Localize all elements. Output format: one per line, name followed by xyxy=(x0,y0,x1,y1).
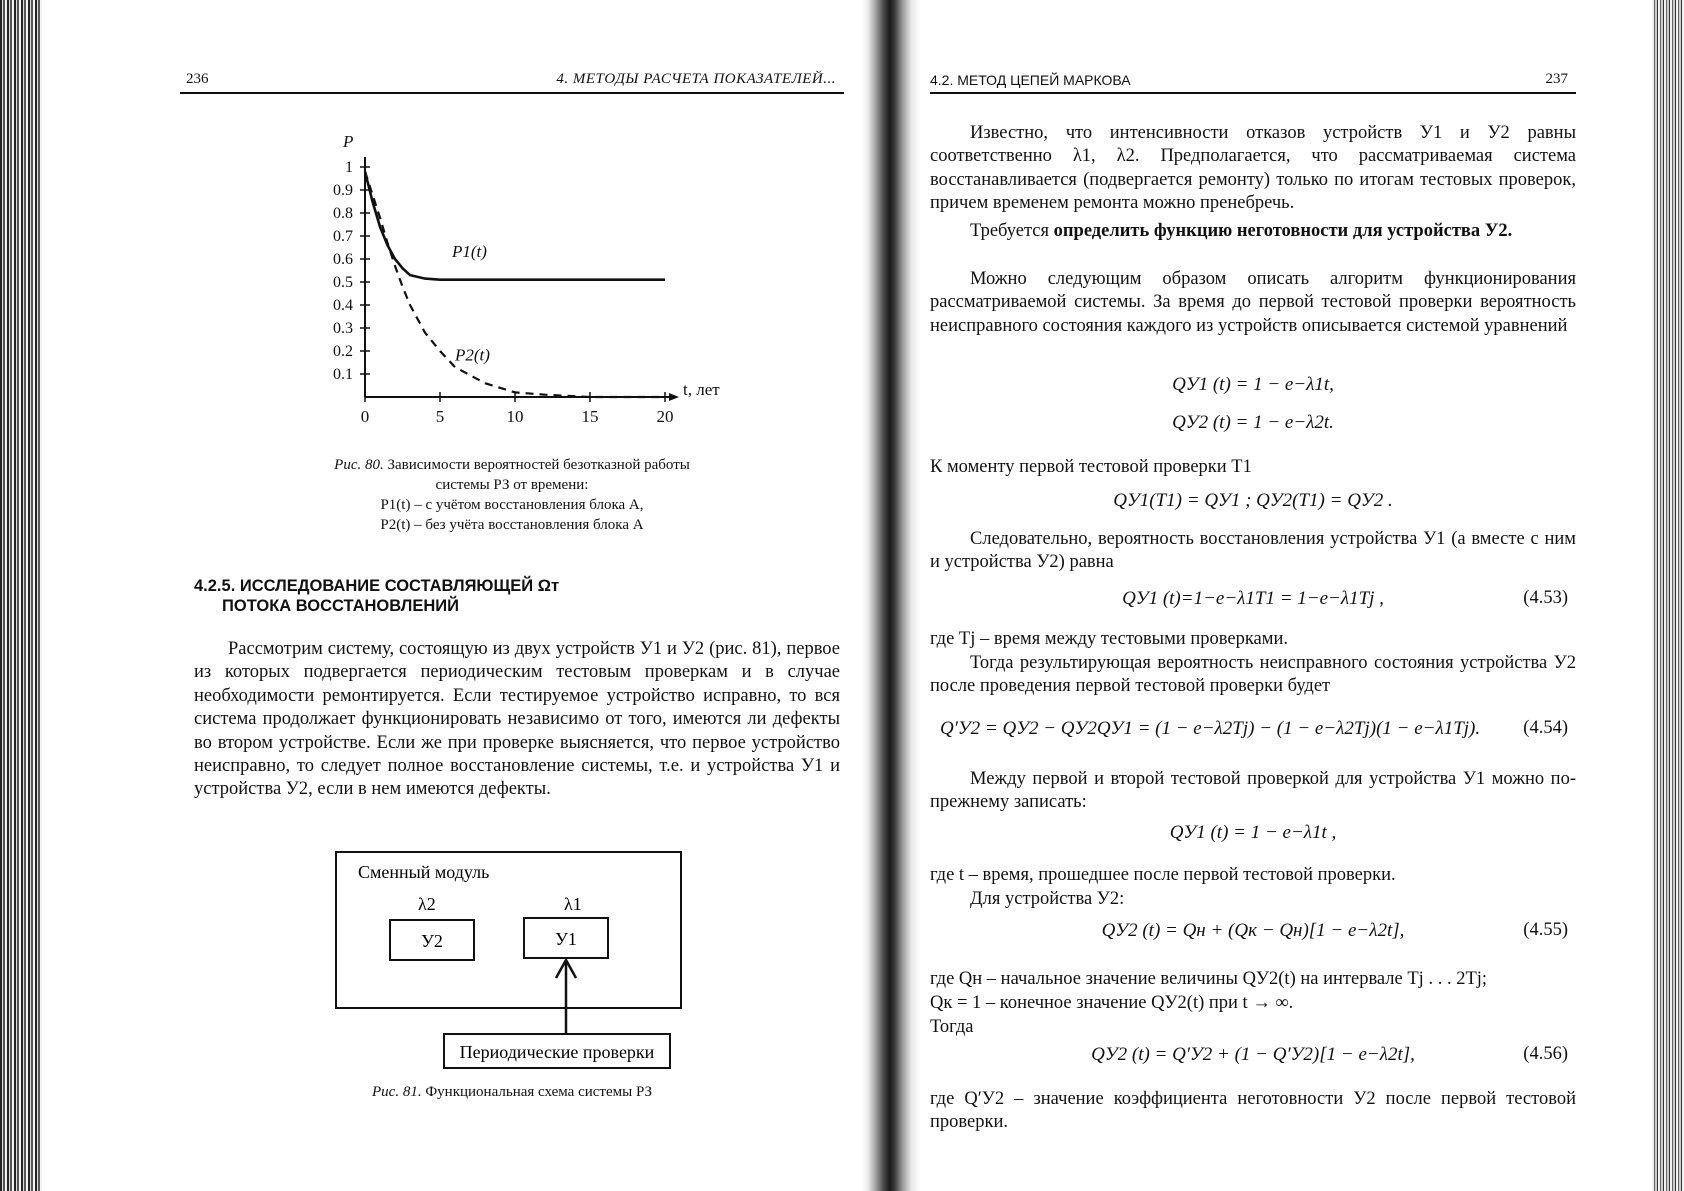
y-tick-label: 0.9 xyxy=(333,182,353,199)
periodic-checks-label: Периодические проверки xyxy=(459,1042,655,1062)
y-tick-label: 0.4 xyxy=(333,297,353,314)
series-line-2 xyxy=(365,172,665,397)
right-running-head xyxy=(930,70,1576,94)
right-page-number: 237 xyxy=(1545,71,1568,87)
equation-453-number: (4.53) xyxy=(1523,588,1568,608)
left-page-number: 236 xyxy=(186,71,209,87)
paragraph-between-checks: Между первой и второй тестовой проверкой для устройства У1 можно по-прежнему записать: xyxy=(930,769,1576,813)
equation-between: QУ1 (t) = 1 − e−λ1t , xyxy=(1169,822,1337,843)
book-spine xyxy=(862,0,920,1191)
equation-system-1: QУ1 (t) = 1 − e−λ1t, xyxy=(1172,374,1334,395)
scan-edge-left xyxy=(0,0,42,1191)
x-tick-label: 20 xyxy=(656,407,674,426)
figure-80-caption-line4: P2(t) – без учёта восстановления блока А xyxy=(380,517,644,533)
paragraph-intensities: Известно, что интенсивности отказов устройств У1 и У2 равны соответственно λ1, λ2. Предполагается, что рассматриваемая система восстанавливается (подвергается ремонту) только по итогам тестовых проверок, причем временем ремонта можно пренебречь. xyxy=(930,123,1576,214)
x-tick-label: 10 xyxy=(506,407,524,426)
figure-80-caption-prefix: Рис. 80. xyxy=(334,457,384,473)
equation-456-number: (4.56) xyxy=(1523,1044,1568,1064)
y-tick-label: 0.3 xyxy=(333,320,353,337)
y-tick-label: 0.2 xyxy=(333,343,353,360)
figure-80-caption-line2: системы РЗ от времени: xyxy=(435,477,589,493)
y-tick-label: 0.7 xyxy=(333,228,353,245)
right-page xyxy=(930,0,1576,1191)
left-running-title: 4. МЕТОДЫ РАСЧЕТА ПОКАЗАТЕЛЕЙ... xyxy=(556,71,836,87)
equation-453 xyxy=(930,588,1576,610)
paragraph-qn-line1: где Qн – начальное значение величины QУ2(t) на интервале Tj . . . 2Tj; xyxy=(930,969,1488,989)
x-tick-label: 15 xyxy=(581,407,599,426)
paragraph-algorithm: Можно следующим образом описать алгоритм функционирования рассматриваемой системы. За время до первой тестовой проверки вероятность неисправного состояния каждого из устройств описывается системой уравнений xyxy=(930,269,1576,336)
figure-80-chart xyxy=(310,122,750,442)
equation-454-number: (4.54) xyxy=(1523,718,1568,738)
equation-453-text: QУ1 (t)=1−e−λ1T1 = 1−e−λ1Tj , xyxy=(1122,588,1384,609)
paragraph-tj: где Tj – время между тестовыми проверками. xyxy=(930,629,1288,649)
x-tick-label: 0 xyxy=(360,407,370,426)
paragraph-restoration: Следовательно, вероятность восстановления устройства У1 (а вместе с ним и устройства У2) равна xyxy=(930,529,1576,573)
paragraph-first-check: К моменту первой тестовой проверки T1 xyxy=(930,457,1252,477)
paragraph-qn-line2: Qк = 1 – конечное значение QУ2(t) при t → ∞. xyxy=(930,993,1294,1013)
figure-80-caption xyxy=(180,455,844,535)
equation-456 xyxy=(930,1044,1576,1066)
figure-81-caption xyxy=(180,1084,844,1101)
task-prefix: Требуется xyxy=(970,221,1054,241)
paragraph-then: Тогда xyxy=(930,1017,974,1037)
left-page xyxy=(180,0,844,1191)
paragraph-resulting: Тогда результирующая вероятность неисправного состояния устройства У2 после проведения первой тестовой проверки будет xyxy=(930,653,1576,697)
y-tick-label: 0.5 xyxy=(333,274,353,291)
equation-455-text: QУ2 (t) = Qн + (Qк − Qн)[1 − e−λ2t], xyxy=(1101,920,1405,941)
left-body-paragraph: Рассмотрим систему, состоящую из двух устройств У1 и У2 (рис. 81), первое из которых подвергается периодическим тестовым проверкам и в случае необходимости ремонтируется. Если тестируемое устройство исправно, то вся система продолжает функционировать независимо от того, имеются ли дефекты во втором устройстве. Если же при проверке выясняется, что первое устройство неисправно, то следует полное восстановление системы, т.е. и устройства У1 и устройства У2, если в нем имеются дефекты. xyxy=(194,639,840,800)
y-tick-label: 1 xyxy=(345,159,353,176)
equation-454-text: Q′У2 = QУ2 − QУ2QУ1 = (1 − e−λ2Tj) − (1 − e−λ2Tj)(1 − e−λ1Tj). xyxy=(940,718,1481,739)
figure-81-diagram xyxy=(326,846,706,1076)
series-line-1 xyxy=(365,172,665,280)
equation-system-2: QУ2 (t) = 1 − e−λ2t. xyxy=(1172,412,1334,433)
paragraph-coefficient: где Q′У2 – значение коэффициента неготовности У2 после первой тестовой проверки. xyxy=(930,1089,1576,1133)
x-axis-arrow xyxy=(669,393,679,401)
lambda2-label: λ2 xyxy=(418,894,436,914)
paragraph-time-after: где t – время, прошедшее после первой тестовой проверки. xyxy=(930,865,1396,885)
x-axis-label: t, лет xyxy=(683,380,720,399)
figure-81-caption-text: Функциональная схема системы РЗ xyxy=(425,1084,652,1100)
task-bold: определить функцию неготовности для устройства У2. xyxy=(1053,221,1513,241)
y-axis-label: P xyxy=(343,132,354,151)
device-u1-label: У1 xyxy=(555,929,577,949)
scan-edge-right xyxy=(1652,0,1684,1191)
series-label-1: P1(t) xyxy=(452,242,487,261)
equation-455-number: (4.55) xyxy=(1523,920,1568,940)
paragraph-task xyxy=(930,220,1576,243)
section-heading-line2: ПОТОКА ВОССТАНОВЛЕНИЙ xyxy=(222,597,459,615)
left-running-head xyxy=(180,70,844,94)
y-tick-label: 0.6 xyxy=(333,251,353,268)
equation-454 xyxy=(930,718,1576,740)
y-tick-label: 0.1 xyxy=(333,366,353,383)
section-heading xyxy=(194,576,794,616)
figure-80-caption-line3: P1(t) – с учётом восстановления блока А, xyxy=(380,497,644,513)
equation-t1: QУ1(T1) = QУ1 ; QУ2(T1) = QУ2 . xyxy=(1113,490,1393,511)
figure-80-caption-line1: Зависимости вероятностей безотказной работы xyxy=(387,457,690,473)
device-u2-label: У2 xyxy=(421,931,443,951)
x-tick-label: 5 xyxy=(435,407,445,426)
equation-456-text: QУ2 (t) = Q′У2 + (1 − Q′У2)[1 − e−λ2t], xyxy=(1091,1044,1415,1065)
y-tick-label: 0.8 xyxy=(333,205,353,222)
paragraph-for-u2: Для устройства У2: xyxy=(970,889,1125,909)
figure-81-caption-prefix: Рис. 81. xyxy=(372,1084,422,1100)
series-label-2: P2(t) xyxy=(455,345,490,365)
lambda1-label: λ1 xyxy=(564,894,582,914)
section-heading-line1: 4.2.5. ИССЛЕДОВАНИЕ СОСТАВЛЯЮЩЕЙ Ωт xyxy=(194,577,560,595)
right-running-title: 4.2. МЕТОД ЦЕПЕЙ МАРКОВА xyxy=(930,72,1131,88)
left-body-text xyxy=(194,638,840,802)
equation-455 xyxy=(930,920,1576,942)
module-label: Сменный модуль xyxy=(358,862,490,882)
